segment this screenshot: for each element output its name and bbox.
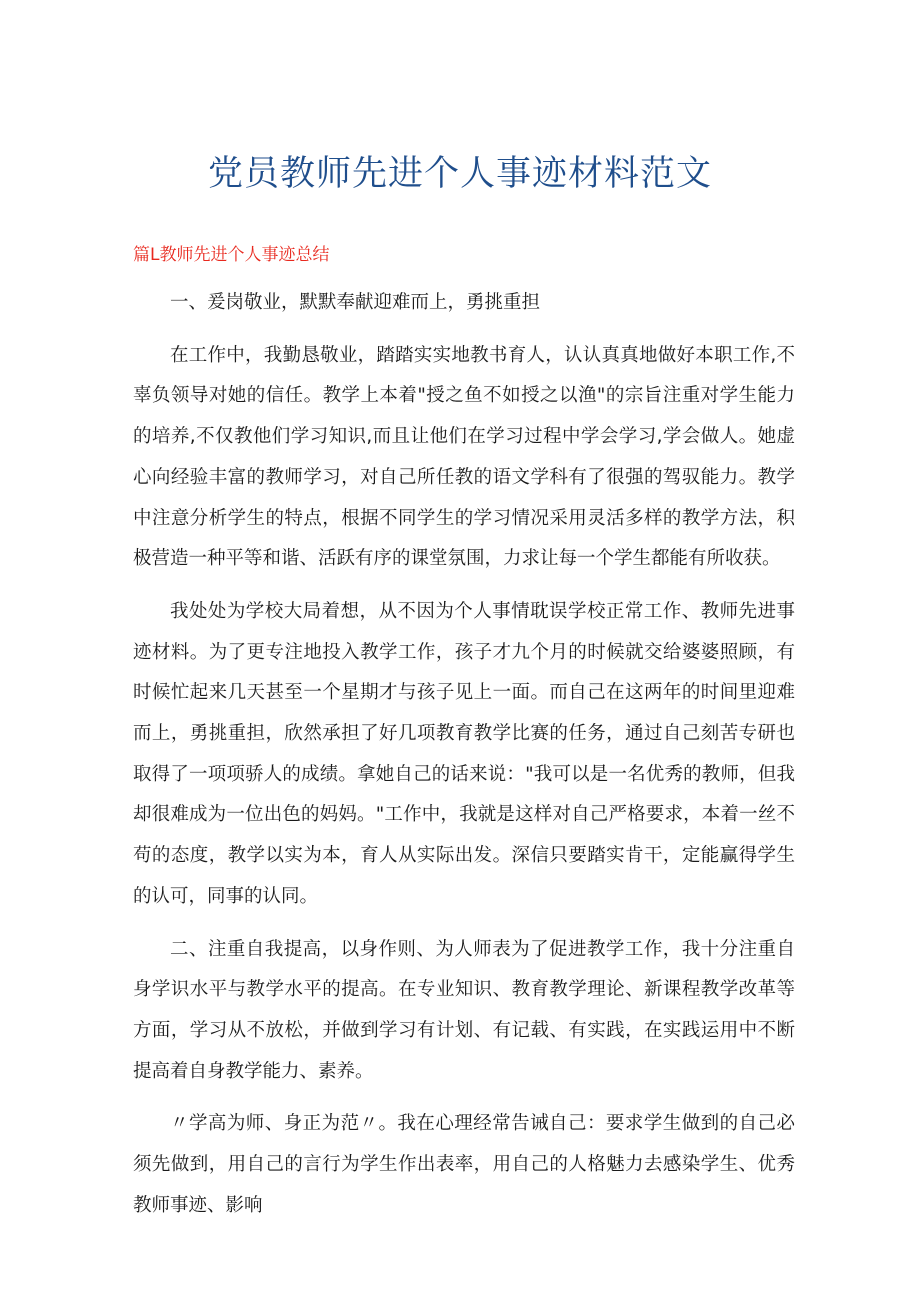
paragraph: 〃学高为师、身正为范〃。我在心理经常告诫自己：要求学生做到的自己必须先做到，用自己的言行为学生作出表率，用自己的人格魅力去感染学生、优秀教师事迹、影响 <box>133 1113 795 1216</box>
item-heading-1: 一、爰岗敬业，默默奉献迎难而上，勇挑重担 <box>170 292 541 313</box>
paragraph: 二、注重自我提高，以身作则、为人师表为了促进教学工作，我十分注重自身学识水平与教学水平的提高。在专业知识、教育教学理论、新课程教学改革等方面，学习从不放松，并做到学习有计划、有记载、有实践，在实践运用中不断提高着自身教学能力、素养。 <box>133 938 795 1082</box>
section-heading: 篇L教师先进个人事迹总结 <box>133 245 330 265</box>
paragraph: 在工作中，我勤恳敬业，踏踏实实地教书育人，认认真真地做好本职工作,不辜负领导对她的信任。教学上本着"授之鱼不如授之以渔"的宗旨注重对学生能力的培养,不仅教他们学习知识,而且让他们在学习过程中学会学习,学会做人。她虚心向经验丰富的教师学习，对自己所任教的语文学科有了很强的驾驭能力。教学中注意分析学生的特点，根据不同学生的学习情况采用灵活多样的教学方法，积极营造一种平等和谐、活跃有序的课堂氛围，力求让每一个学生都能有所收获。 <box>133 344 795 570</box>
document-title: 党员教师先进个人事迹材料范文 <box>207 154 712 194</box>
document-body <box>133 283 795 1226</box>
paragraph: 我处处为学校大局着想，从不因为个人事情耽误学校正常工作、教师先进事迹材料。为了更专注地投入教学工作，孩子才九个月的时候就交给婆婆照顾，有时候忙起来几天甚至一个星期才与孩子见上一面。而自己在这两年的时间里迎难而上，勇挑重担，欣然承担了好几项教育教学比赛的任务，通过自己刻苦专研也取得了一项项骄人的成绩。拿她自己的话来说："我可以是一名优秀的教师，但我却很难成为一位出色的妈妈。"工作中，我就是这样对自己严格要求，本着一丝不苟的态度，教学以实为本，育人从实际出发。深信只要踏实肯干，定能赢得学生的认可，同事的认同。 <box>133 600 795 907</box>
